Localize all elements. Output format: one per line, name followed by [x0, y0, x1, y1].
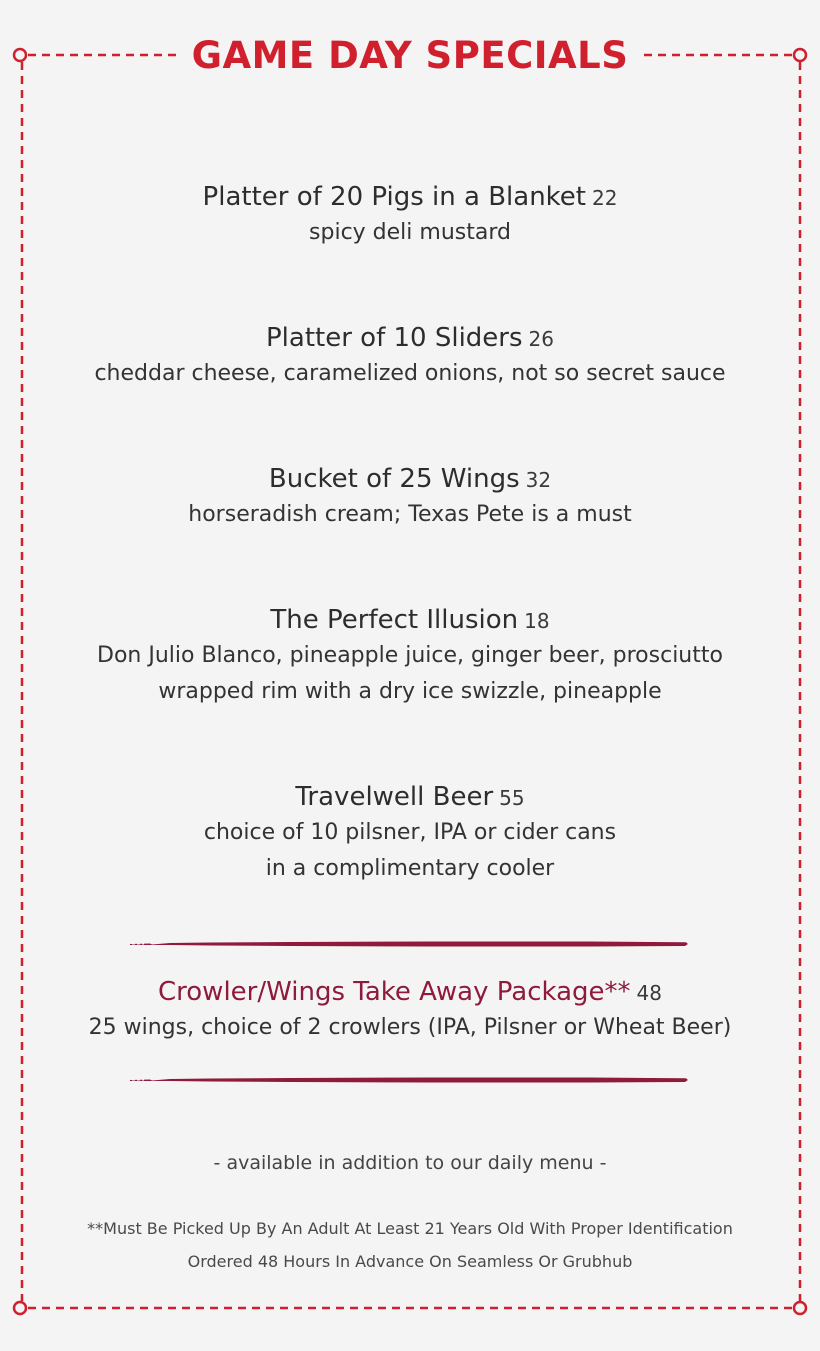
corner-circle-top-right	[794, 49, 806, 61]
item-description-line-2: in a complimentary cooler	[265, 856, 555, 881]
menu-item-wings	[40, 462, 780, 533]
menu-item-pigs-in-blanket	[40, 180, 780, 251]
item-price: 18	[524, 609, 550, 633]
corner-circle-bottom-left	[14, 1302, 26, 1314]
item-description: horseradish cream; Texas Pete is a must	[188, 502, 632, 527]
item-description-line-2: wrapped rim with a dry ice swizzle, pineapple	[158, 679, 662, 704]
brush-divider-top	[130, 939, 690, 949]
brush-divider-bottom	[130, 1075, 690, 1085]
item-price: 55	[499, 786, 525, 810]
availability-note: - available in addition to our daily menu -	[213, 1152, 607, 1174]
item-price: 22	[592, 186, 618, 210]
menu-title: GAME DAY SPECIALS	[178, 30, 643, 82]
item-name: Bucket of 25 Wings	[268, 464, 520, 494]
item-description: 25 wings, choice of 2 crowlers (IPA, Pilsner or Wheat Beer)	[88, 1015, 732, 1040]
item-description: spicy deli mustard	[309, 220, 511, 245]
item-name: Crowler/Wings Take Away Package**	[158, 977, 631, 1007]
item-name: Platter of 20 Pigs in a Blanket	[202, 182, 586, 212]
fine-print-line-1: **Must Be Picked Up By An Adult At Least 21 Years Old With Proper Identification	[87, 1219, 733, 1238]
menu-item-sliders	[40, 321, 780, 392]
item-name: Travelwell Beer	[295, 782, 494, 812]
item-description-line-1: Don Julio Blanco, pineapple juice, ginger beer, prosciutto	[97, 643, 723, 668]
item-price: 26	[528, 327, 554, 351]
fine-print-line-2: Ordered 48 Hours In Advance On Seamless Or Grubhub	[187, 1252, 633, 1271]
item-description: cheddar cheese, caramelized onions, not so secret sauce	[94, 361, 726, 386]
item-price: 48	[636, 981, 662, 1005]
item-name: Platter of 10 Sliders	[266, 323, 523, 353]
menu-item-travelwell-beer	[40, 780, 780, 887]
corner-circle-bottom-right	[794, 1302, 806, 1314]
corner-circle-top-left	[14, 49, 26, 61]
item-description-line-1: choice of 10 pilsner, IPA or cider cans	[203, 820, 617, 845]
menu-item-perfect-illusion	[40, 603, 780, 710]
item-price: 32	[525, 468, 552, 492]
menu-item-takeaway-package	[40, 975, 780, 1046]
fine-print	[30, 1212, 790, 1278]
item-name: The Perfect Illusion	[270, 605, 519, 635]
